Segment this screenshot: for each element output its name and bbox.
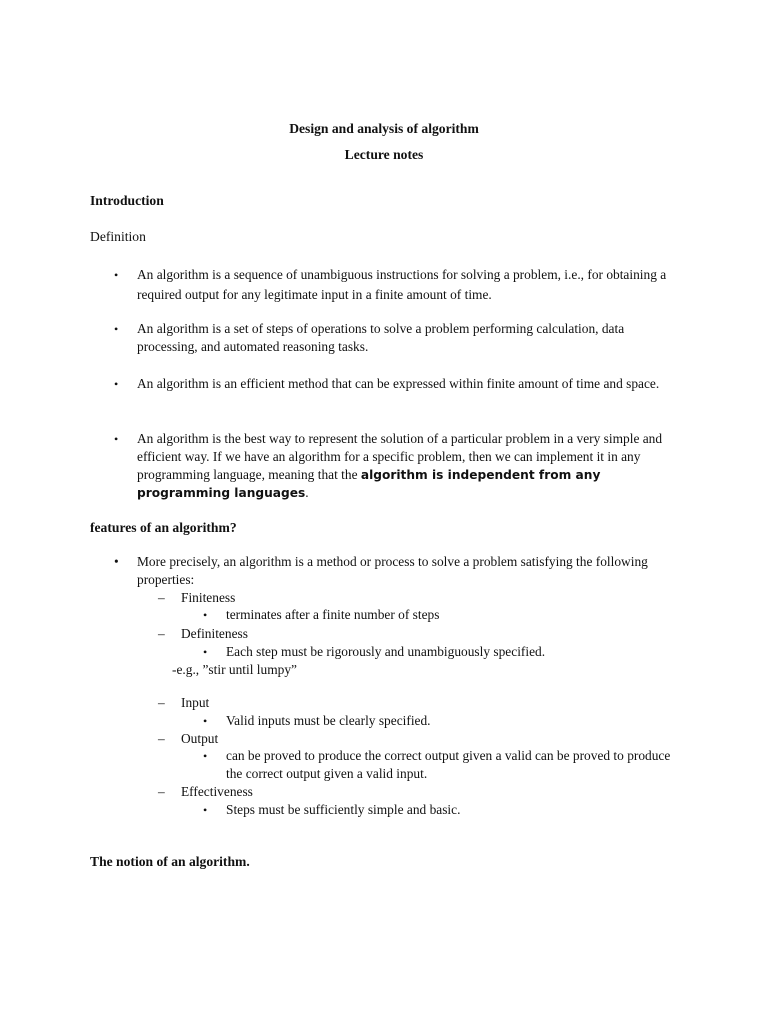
property-finiteness: [158, 589, 235, 607]
property-detail-finiteness: [203, 606, 683, 624]
property-detail: Valid inputs must be clearly specified.: [226, 713, 431, 728]
property-detail: can be proved to produce the correct output given a valid can be proved to produce the correct output given a valid input.: [226, 748, 671, 781]
features-heading: features of an algorithm?: [90, 520, 237, 535]
property-detail-effectiveness: [203, 801, 683, 819]
property-detail: terminates after a finite number of steps: [226, 607, 440, 622]
bullet-icon: •: [203, 803, 208, 817]
bullet-icon: •: [114, 432, 119, 446]
features-intro-text: More precisely, an algorithm is a method or process to solve a problem satisfying the following properties:: [137, 554, 648, 587]
property-detail: Steps must be sufficiently simple and basic.: [226, 802, 461, 817]
definition-item-3: [114, 375, 674, 393]
dash-icon: –: [158, 784, 165, 799]
definition-item-4: [114, 430, 674, 502]
document-title: Design and analysis of algorithm: [289, 121, 479, 136]
dash-icon: –: [158, 590, 165, 605]
property-detail: Each step must be rigorously and unambiguously specified.: [226, 644, 546, 659]
property-effectiveness: [158, 783, 253, 801]
property-name: Output: [181, 731, 219, 746]
bullet-icon: •: [114, 377, 119, 391]
notion-heading: The notion of an algorithm.: [90, 854, 250, 869]
property-name: Finiteness: [181, 590, 236, 605]
property-detail-definiteness: [203, 643, 683, 661]
definition-text-plain: An algorithm is the best way to represent the solution of a particular problem in a very simple and efficient way. If we have an algorithm for a specific problem, then we can implement it in any programming language, meaning that the: [137, 431, 663, 482]
bullet-icon: •: [203, 645, 208, 659]
document-subtitle: Lecture notes: [344, 147, 424, 162]
definition-item-2: [114, 320, 674, 356]
definition-text: [137, 430, 674, 502]
independence-emphasis: algorithm is independent from any programming languages: [137, 468, 601, 500]
definition-text: An algorithm is a sequence of unambiguous instructions for solving a problem, i.e., for obtaining a required output for any legitimate input in a finite amount of time.: [137, 267, 667, 302]
property-name: Input: [181, 695, 210, 710]
definiteness-example: -e.g., ”stir until lumpy”: [172, 662, 297, 677]
property-name: Definiteness: [181, 626, 248, 641]
introduction-heading: Introduction: [90, 193, 164, 208]
property-input: [158, 694, 209, 712]
features-intro-item: [114, 553, 674, 589]
property-name: Effectiveness: [181, 784, 253, 799]
dash-icon: –: [158, 626, 165, 641]
dash-icon: –: [158, 695, 165, 710]
bullet-icon: •: [203, 749, 208, 763]
definition-item-1: [114, 265, 674, 305]
bullet-icon: •: [114, 322, 119, 336]
definition-text: An algorithm is a set of steps of operations to solve a problem performing calculation, data processing, and automated reasoning tasks.: [137, 321, 625, 354]
property-output: [158, 730, 218, 748]
definition-text-end: .: [305, 485, 309, 500]
property-definiteness: [158, 625, 248, 643]
bullet-icon: •: [114, 268, 119, 282]
definition-text: An algorithm is an efficient method that can be expressed within finite amount of time and space.: [137, 376, 660, 391]
definition-label: Definition: [90, 229, 146, 244]
dash-icon: –: [158, 731, 165, 746]
bullet-icon: •: [203, 714, 208, 728]
property-detail-output: [203, 747, 683, 783]
bullet-icon: •: [114, 554, 119, 569]
property-detail-input: [203, 712, 683, 730]
bullet-icon: •: [203, 608, 208, 622]
